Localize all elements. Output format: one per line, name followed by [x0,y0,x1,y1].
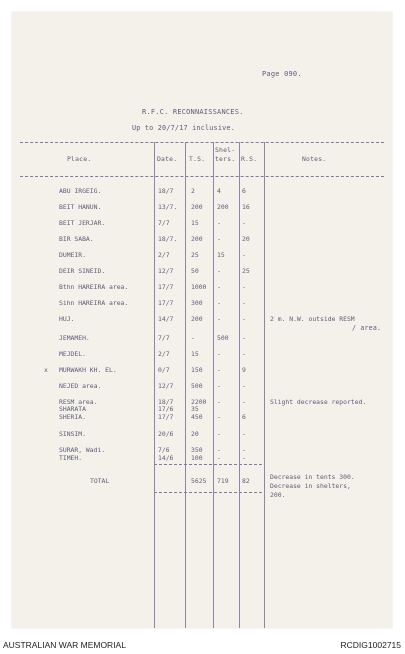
header-shelters-1: Shel- [215,146,236,154]
cell-ts: 200 [191,315,203,323]
cell-rs: 9 [242,366,246,374]
cell-place: RESM area. [59,398,98,406]
cell-ts: 350 [191,446,203,454]
document-sheet [12,12,392,628]
table-row [12,315,392,325]
cell-rs: - [242,299,246,307]
cell-rs: - [242,251,246,259]
cell-ts: 150 [191,366,203,374]
cell-place: DUMEIR. [59,251,86,259]
table-header-rule [20,176,384,177]
header-date: Date. [157,155,178,163]
cell-date: 7/7 [158,334,170,342]
cell-date: 18/7. [158,235,178,243]
cell-ts: 20 [191,430,199,438]
cell-ts: 15 [191,219,199,227]
table-top-rule [20,142,384,143]
cell-ts: 200 [191,235,203,243]
cell-place: BEIT JERJAR. [59,219,106,227]
cell-shelters: - [217,315,221,323]
cell-place: NEJED area. [59,382,102,390]
cell-shelters: 200 [217,203,229,211]
cell-shelters: - [217,219,221,227]
total-top-rule [154,464,262,465]
cell-shelters: - [217,446,221,454]
table-row [12,251,392,261]
cell-date: 17/6 [158,405,174,413]
cell-ts: 1000 [191,283,207,291]
cell-shelters: - [217,430,221,438]
cell-date: 12/7 [158,382,174,390]
cell-rs: - [242,382,246,390]
footer-institution: AUSTRALIAN WAR MEMORIAL [3,640,126,650]
cell-place: SHARATA [59,405,86,413]
cell-place: MEJDEL. [59,350,86,358]
cell-place: TIMEH. [59,454,83,462]
total-label: TOTAL [90,477,110,485]
cell-rs: - [242,315,246,323]
cell-shelters: - [217,454,221,462]
cell-notes: 2 m. N.W. outside RESM [270,315,355,323]
cell-ts: 25 [191,251,199,259]
footer-record-id: RCDIG1002715 [340,640,401,650]
cell-shelters: - [217,235,221,243]
cell-rs: - [242,334,246,342]
cell-place: HUJ. [59,315,75,323]
cell-place: JEMAMEH. [59,334,90,342]
cell-date: 7/7 [158,219,170,227]
cell-ts: 100 [191,454,203,462]
table-row [12,267,392,277]
page-number: Page 090. [262,70,302,78]
table-row [12,430,392,440]
header-place: Place. [67,155,92,163]
cell-shelters: - [217,350,221,358]
cell-ts: - [191,334,195,342]
total-rs: 82 [242,477,250,485]
total-note-2: Decrease in shelters, [270,482,351,490]
cell-shelters: - [217,382,221,390]
cell-rs: - [242,398,246,406]
cell-date: 7/6 [158,446,170,454]
table-row [12,187,392,197]
cell-rs: - [242,350,246,358]
cell-rs: - [242,430,246,438]
cell-place: DEIR SINEID. [59,267,106,275]
document-title: R.F.C. RECONNAISSANCES. [142,108,244,116]
cell-place: Sihn HAREIRA area. [59,299,129,307]
cell-rs: 20 [242,235,250,243]
cell-shelters: 15 [217,251,225,259]
cell-date: 14/7 [158,315,174,323]
cell-date: 2/7 [158,350,170,358]
cell-date: 17/7 [158,413,174,421]
header-ts: T.S. [189,155,206,163]
cell-place: SURAR, Wadi. [59,446,106,454]
cell-date: 0/7 [158,366,170,374]
row-mark: x [44,366,48,374]
cell-date: 20/6 [158,430,174,438]
cell-date: 18/7 [158,187,174,195]
table-row [12,350,392,360]
cell-date: 13/7. [158,203,178,211]
cell-place: SINSIM. [59,430,86,438]
cell-ts: 200 [191,203,203,211]
cell-rs: - [242,454,246,462]
table-row [12,219,392,229]
cell-place: BEIT HANUN. [59,203,102,211]
header-notes: Notes. [302,155,327,163]
footer-bar [0,636,405,654]
cell-shelters: - [217,283,221,291]
cell-date: 17/7 [158,283,174,291]
cell-date: 18/7 [158,398,174,406]
cell-shelters: - [217,267,221,275]
cell-ts: 50 [191,267,199,275]
cell-notes: Slight decrease reported. [270,398,367,406]
table-row [12,299,392,309]
cell-rs: 6 [242,187,246,195]
cell-rs: - [242,283,246,291]
table-row [12,283,392,293]
total-note-1: Decrease in tents 300. [270,473,355,481]
table-row [12,413,392,423]
cell-shelters: 500 [217,334,229,342]
table-row [12,203,392,213]
cell-place: Bthn HAREIRA area. [59,283,129,291]
cell-date: 17/7 [158,299,174,307]
total-shelters: 719 [217,477,229,485]
total-note-3: 200. [270,491,286,499]
cell-date: 2/7 [158,251,170,259]
header-rs: R.S. [241,155,258,163]
table-row [12,235,392,245]
total-row [12,473,392,499]
cell-date: 14/6 [158,454,174,462]
total-bottom-rule [154,492,262,493]
document-subtitle: Up to 20/7/17 inclusive. [132,124,236,132]
cell-rs: 25 [242,267,250,275]
total-ts: 5625 [191,477,207,485]
cell-place: MURWAKH KH. EL. [59,366,117,374]
cell-ts: 2 [191,187,195,195]
cell-ts: 300 [191,299,203,307]
cell-place: BIR SABA. [59,235,94,243]
cell-ts: 15 [191,350,199,358]
cell-rs: - [242,219,246,227]
cell-rs: 16 [242,203,250,211]
table-row [12,334,392,344]
cell-rs: 6 [242,413,246,421]
note-continuation: / area. [352,324,382,332]
cell-rs: - [242,446,246,454]
cell-place: SHERIA. [59,413,86,421]
table-row [12,382,392,392]
cell-shelters: - [217,299,221,307]
cell-ts: 450 [191,413,203,421]
cell-ts: 2200 [191,398,207,406]
cell-place: ABU IRGEIG. [59,187,102,195]
cell-shelters: - [217,413,221,421]
cell-shelters: - [217,398,221,406]
cell-shelters: - [217,366,221,374]
cell-shelters: 4 [217,187,221,195]
cell-ts: 500 [191,382,203,390]
header-shelters-2: ters. [215,155,236,163]
table-row [12,454,392,464]
cell-ts: 35 [191,405,199,413]
cell-date: 12/7 [158,267,174,275]
table-row [12,366,392,376]
